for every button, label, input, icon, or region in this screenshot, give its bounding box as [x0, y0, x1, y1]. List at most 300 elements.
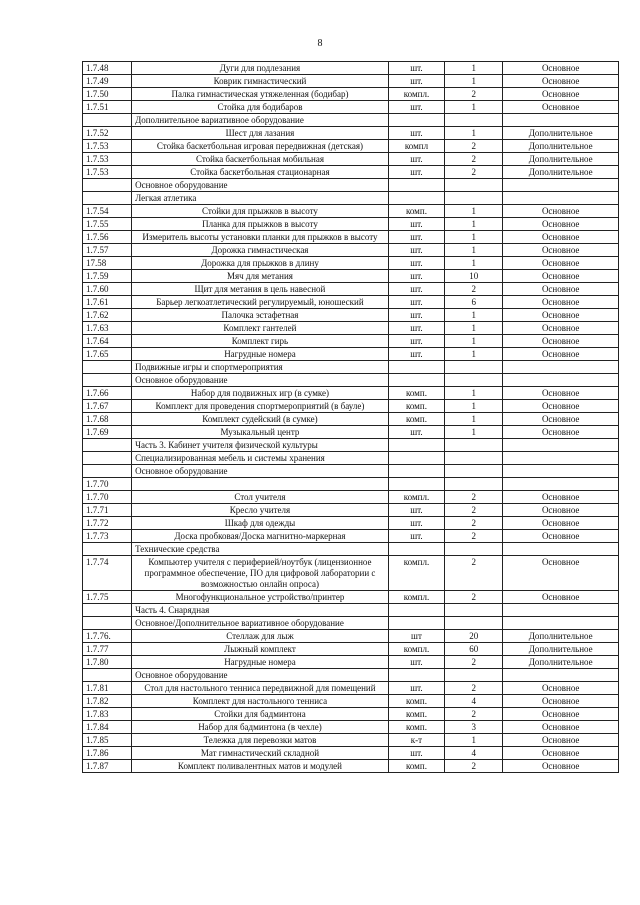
item-name: Набор для бадминтона (в чехле): [132, 721, 389, 734]
section-heading: Основное/Дополнительное вариативное оборудование: [132, 617, 389, 630]
section-row: [83, 604, 619, 617]
item-quantity: 10: [445, 270, 503, 283]
item-name: Шкаф для одежды: [132, 517, 389, 530]
item-unit: шт.: [388, 296, 444, 309]
item-number: 1.7.85: [83, 734, 132, 747]
item-unit: комп.: [388, 721, 444, 734]
item-category: Основное: [503, 530, 619, 543]
item-unit: шт.: [388, 322, 444, 335]
section-row: [83, 192, 619, 205]
item-quantity: 60: [445, 643, 503, 656]
item-category: Основное: [503, 491, 619, 504]
item-category: Основное: [503, 504, 619, 517]
item-category: Основное: [503, 517, 619, 530]
section-unit-cell: [388, 669, 444, 682]
item-quantity: 4: [445, 747, 503, 760]
item-number: 1.7.84: [83, 721, 132, 734]
item-number: 1.7.60: [83, 283, 132, 296]
section-number-cell: [83, 114, 132, 127]
item-number: 1.7.70: [83, 491, 132, 504]
section-heading: Технические средства: [132, 543, 389, 556]
item-name: Стойка баскетбольная стационарная: [132, 166, 389, 179]
item-category: Основное: [503, 270, 619, 283]
section-row: [83, 617, 619, 630]
table-row: [83, 244, 619, 257]
item-category: Основное: [503, 387, 619, 400]
section-unit-cell: [388, 617, 444, 630]
item-unit: комп.: [388, 205, 444, 218]
item-quantity: 2: [445, 140, 503, 153]
item-unit: компл: [388, 140, 444, 153]
item-quantity: 1: [445, 348, 503, 361]
section-number-cell: [83, 374, 132, 387]
section-number-cell: [83, 179, 132, 192]
item-unit: шт.: [388, 335, 444, 348]
section-heading: Легкая атлетика: [132, 192, 389, 205]
table-row: [83, 760, 619, 773]
item-category: Основное: [503, 75, 619, 88]
section-row: [83, 543, 619, 556]
section-number-cell: [83, 361, 132, 374]
item-unit: шт.: [388, 270, 444, 283]
item-category: Основное: [503, 708, 619, 721]
table-row: [83, 88, 619, 101]
table-row: [83, 127, 619, 140]
section-number-cell: [83, 452, 132, 465]
item-number: 1.7.48: [83, 62, 132, 75]
item-quantity: 2: [445, 760, 503, 773]
table-row: [83, 231, 619, 244]
item-name: Комплект поливалентных матов и модулей: [132, 760, 389, 773]
section-unit-cell: [388, 374, 444, 387]
item-category: Основное: [503, 218, 619, 231]
section-note-cell: [503, 179, 619, 192]
item-name: Стол учителя: [132, 491, 389, 504]
item-quantity: 1: [445, 400, 503, 413]
section-row: [83, 361, 619, 374]
section-row: [83, 439, 619, 452]
item-category: Основное: [503, 747, 619, 760]
item-quantity: 1: [445, 127, 503, 140]
item-name: Дуги для подлезания: [132, 62, 389, 75]
table-row: [83, 387, 619, 400]
item-quantity: 1: [445, 309, 503, 322]
item-quantity: 1: [445, 244, 503, 257]
item-quantity: 2: [445, 88, 503, 101]
section-heading: Часть 4. Снарядная: [132, 604, 389, 617]
section-note-cell: [503, 361, 619, 374]
item-name: Дорожка для прыжков в длину: [132, 257, 389, 270]
item-name: Шест для лазания: [132, 127, 389, 140]
item-number: 1.7.52: [83, 127, 132, 140]
section-qty-cell: [445, 361, 503, 374]
item-name: Мат гимнастический складной: [132, 747, 389, 760]
item-unit: шт.: [388, 218, 444, 231]
item-quantity: 1: [445, 75, 503, 88]
item-number: 1.7.51: [83, 101, 132, 114]
item-unit: комп.: [388, 708, 444, 721]
item-number: 1.7.75: [83, 591, 132, 604]
item-category: Дополнительное: [503, 630, 619, 643]
table-row: [83, 591, 619, 604]
section-qty-cell: [445, 374, 503, 387]
table-row: [83, 153, 619, 166]
section-heading: Специализированная мебель и системы хранения: [132, 452, 389, 465]
item-number: 1.7.62: [83, 309, 132, 322]
section-qty-cell: [445, 452, 503, 465]
section-unit-cell: [388, 179, 444, 192]
item-unit: комп.: [388, 387, 444, 400]
item-unit: комп.: [388, 760, 444, 773]
section-heading: Подвижные игры и спортмероприятия: [132, 361, 389, 374]
item-name: Набор для подвижных игр (в сумке): [132, 387, 389, 400]
item-quantity: 1: [445, 62, 503, 75]
table-row: [83, 335, 619, 348]
section-note-cell: [503, 604, 619, 617]
item-unit: шт.: [388, 127, 444, 140]
item-quantity: 2: [445, 556, 503, 591]
section-note-cell: [503, 192, 619, 205]
section-row: [83, 669, 619, 682]
item-name: Комплект судейский (в сумке): [132, 413, 389, 426]
section-number-cell: [83, 604, 132, 617]
section-note-cell: [503, 114, 619, 127]
item-name: Мяч для метания: [132, 270, 389, 283]
item-category: Основное: [503, 348, 619, 361]
section-heading: Основное оборудование: [132, 374, 389, 387]
item-category: Основное: [503, 413, 619, 426]
item-category: Основное: [503, 400, 619, 413]
section-qty-cell: [445, 439, 503, 452]
section-unit-cell: [388, 439, 444, 452]
item-name: Стол для настольного тенниса передвижной для помещений: [132, 682, 389, 695]
table-row: [83, 283, 619, 296]
item-number: 1.7.57: [83, 244, 132, 257]
table-row: [83, 205, 619, 218]
section-number-cell: [83, 669, 132, 682]
item-category: Основное: [503, 682, 619, 695]
section-number-cell: [83, 465, 132, 478]
table-row: [83, 166, 619, 179]
section-note-cell: [503, 543, 619, 556]
item-unit: шт.: [388, 426, 444, 439]
item-category: Основное: [503, 322, 619, 335]
table-row: [83, 643, 619, 656]
table-row: [83, 322, 619, 335]
item-number: 1.7.83: [83, 708, 132, 721]
item-number: 1.7.63: [83, 322, 132, 335]
section-qty-cell: [445, 617, 503, 630]
table-row: [83, 656, 619, 669]
item-unit: шт.: [388, 348, 444, 361]
item-name: [132, 478, 389, 491]
table-row: [83, 734, 619, 747]
item-unit: шт.: [388, 231, 444, 244]
item-number: 1.7.87: [83, 760, 132, 773]
section-note-cell: [503, 669, 619, 682]
item-category: Основное: [503, 88, 619, 101]
table-row: [83, 413, 619, 426]
item-quantity: 2: [445, 591, 503, 604]
table-row: [83, 140, 619, 153]
item-name: Измеритель высоты установки планки для прыжков в высоту: [132, 231, 389, 244]
item-number: 1.7.72: [83, 517, 132, 530]
item-category: Основное: [503, 335, 619, 348]
item-name: Комплект для настольного тенниса: [132, 695, 389, 708]
item-quantity: 2: [445, 708, 503, 721]
section-qty-cell: [445, 543, 503, 556]
item-quantity: 1: [445, 257, 503, 270]
item-unit: шт.: [388, 166, 444, 179]
item-name: Стойка баскетбольная игровая передвижная (детская): [132, 140, 389, 153]
item-quantity: 1: [445, 413, 503, 426]
item-quantity: 3: [445, 721, 503, 734]
item-quantity: 1: [445, 335, 503, 348]
equipment-table: [82, 61, 619, 773]
table-row: [83, 708, 619, 721]
item-name: Нагрудные номера: [132, 348, 389, 361]
item-name: Лыжный комплект: [132, 643, 389, 656]
item-quantity: 2: [445, 283, 503, 296]
item-name: Стойка для бодибаров: [132, 101, 389, 114]
item-category: Дополнительное: [503, 656, 619, 669]
section-note-cell: [503, 439, 619, 452]
item-name: Комплект гирь: [132, 335, 389, 348]
item-unit: компл.: [388, 643, 444, 656]
item-quantity: 2: [445, 166, 503, 179]
item-unit: комп.: [388, 695, 444, 708]
item-quantity: 2: [445, 491, 503, 504]
item-quantity: 2: [445, 504, 503, 517]
item-number: 1.7.49: [83, 75, 132, 88]
item-category: Дополнительное: [503, 127, 619, 140]
item-name: Компьютер учителя с периферией/ноутбук (лицензионное программное обеспечение, ПО для цифровой лаборатории с возможностью онлайн опроса): [132, 556, 389, 591]
item-unit: шт.: [388, 656, 444, 669]
item-unit: [388, 478, 444, 491]
item-unit: шт.: [388, 101, 444, 114]
item-unit: шт.: [388, 75, 444, 88]
item-unit: шт.: [388, 309, 444, 322]
item-number: 1.7.86: [83, 747, 132, 760]
table-row: [83, 556, 619, 591]
section-unit-cell: [388, 114, 444, 127]
item-quantity: 1: [445, 322, 503, 335]
table-row: [83, 695, 619, 708]
section-number-cell: [83, 192, 132, 205]
item-unit: шт.: [388, 504, 444, 517]
item-quantity: 1: [445, 387, 503, 400]
section-row: [83, 114, 619, 127]
item-name: Дорожка гимнастическая: [132, 244, 389, 257]
section-row: [83, 179, 619, 192]
item-number: 1.7.65: [83, 348, 132, 361]
item-name: Щит для метания в цель навесной: [132, 283, 389, 296]
section-unit-cell: [388, 192, 444, 205]
item-name: Комплект для проведения спортмероприятий (в бауле): [132, 400, 389, 413]
item-category: [503, 478, 619, 491]
item-quantity: 6: [445, 296, 503, 309]
item-unit: шт.: [388, 682, 444, 695]
item-category: Дополнительное: [503, 643, 619, 656]
item-name: Комплект гантелей: [132, 322, 389, 335]
section-row: [83, 465, 619, 478]
section-unit-cell: [388, 543, 444, 556]
section-qty-cell: [445, 604, 503, 617]
item-unit: комп.: [388, 413, 444, 426]
item-number: 1.7.70: [83, 478, 132, 491]
item-unit: компл.: [388, 591, 444, 604]
section-note-cell: [503, 374, 619, 387]
item-quantity: 1: [445, 426, 503, 439]
table-row: [83, 270, 619, 283]
section-qty-cell: [445, 192, 503, 205]
item-unit: шт.: [388, 62, 444, 75]
item-category: Основное: [503, 556, 619, 591]
section-note-cell: [503, 465, 619, 478]
table-row: [83, 682, 619, 695]
item-category: Дополнительное: [503, 166, 619, 179]
section-number-cell: [83, 617, 132, 630]
item-number: 1.7.50: [83, 88, 132, 101]
table-row: [83, 101, 619, 114]
item-name: Стойки для бадминтона: [132, 708, 389, 721]
item-name: Кресло учителя: [132, 504, 389, 517]
item-number: 1.7.76.: [83, 630, 132, 643]
item-number: 1.7.67: [83, 400, 132, 413]
item-number: 17.58: [83, 257, 132, 270]
item-number: 1.7.56: [83, 231, 132, 244]
item-unit: шт.: [388, 257, 444, 270]
section-note-cell: [503, 617, 619, 630]
item-number: 1.7.59: [83, 270, 132, 283]
table-row: [83, 218, 619, 231]
item-name: Тележка для перевозки матов: [132, 734, 389, 747]
item-category: Основное: [503, 231, 619, 244]
item-category: Основное: [503, 426, 619, 439]
item-category: Основное: [503, 734, 619, 747]
item-name: Доска пробковая/Доска магнитно-маркерная: [132, 530, 389, 543]
item-unit: шт.: [388, 244, 444, 257]
item-quantity: 1: [445, 205, 503, 218]
table-row: [83, 504, 619, 517]
table-row: [83, 478, 619, 491]
table-row: [83, 747, 619, 760]
table-row: [83, 426, 619, 439]
table-row: [83, 491, 619, 504]
section-qty-cell: [445, 114, 503, 127]
item-quantity: 1: [445, 101, 503, 114]
item-number: 1.7.80: [83, 656, 132, 669]
item-quantity: 2: [445, 517, 503, 530]
item-number: 1.7.61: [83, 296, 132, 309]
equipment-table-body: [83, 62, 619, 773]
section-note-cell: [503, 452, 619, 465]
item-quantity: 1: [445, 734, 503, 747]
table-row: [83, 257, 619, 270]
section-number-cell: [83, 439, 132, 452]
section-heading: Дополнительное вариативное оборудование: [132, 114, 389, 127]
item-category: Основное: [503, 101, 619, 114]
section-unit-cell: [388, 465, 444, 478]
item-quantity: [445, 478, 503, 491]
item-number: 1.7.73: [83, 530, 132, 543]
item-number: 1.7.77: [83, 643, 132, 656]
section-unit-cell: [388, 604, 444, 617]
item-name: Планка для прыжков в высоту: [132, 218, 389, 231]
item-name: Стойка баскетбольная мобильная: [132, 153, 389, 166]
item-category: Дополнительное: [503, 140, 619, 153]
table-row: [83, 309, 619, 322]
item-category: Основное: [503, 283, 619, 296]
item-category: Основное: [503, 62, 619, 75]
item-name: Многофункциональное устройство/принтер: [132, 591, 389, 604]
section-heading: Основное оборудование: [132, 179, 389, 192]
item-unit: компл.: [388, 556, 444, 591]
item-number: 1.7.82: [83, 695, 132, 708]
section-heading: Основное оборудование: [132, 669, 389, 682]
item-unit: шт.: [388, 283, 444, 296]
item-number: 1.7.66: [83, 387, 132, 400]
section-unit-cell: [388, 452, 444, 465]
item-quantity: 20: [445, 630, 503, 643]
item-unit: шт.: [388, 747, 444, 760]
item-category: Основное: [503, 591, 619, 604]
item-number: 1.7.53: [83, 153, 132, 166]
item-name: Барьер легкоатлетический регулируемый, юношеский: [132, 296, 389, 309]
item-category: Основное: [503, 205, 619, 218]
item-number: 1.7.74: [83, 556, 132, 591]
item-unit: шт.: [388, 530, 444, 543]
item-number: 1.7.69: [83, 426, 132, 439]
item-category: Основное: [503, 309, 619, 322]
item-name: Коврик гимнастический: [132, 75, 389, 88]
item-unit: компл.: [388, 88, 444, 101]
item-category: Основное: [503, 296, 619, 309]
table-row: [83, 296, 619, 309]
item-unit: комп.: [388, 400, 444, 413]
section-qty-cell: [445, 669, 503, 682]
item-number: 1.7.81: [83, 682, 132, 695]
section-number-cell: [83, 543, 132, 556]
item-category: Основное: [503, 244, 619, 257]
section-qty-cell: [445, 465, 503, 478]
table-row: [83, 721, 619, 734]
item-quantity: 1: [445, 218, 503, 231]
section-unit-cell: [388, 361, 444, 374]
item-name: Стойки для прыжков в высоту: [132, 205, 389, 218]
item-quantity: 4: [445, 695, 503, 708]
table-row: [83, 530, 619, 543]
section-row: [83, 452, 619, 465]
table-row: [83, 630, 619, 643]
item-category: Основное: [503, 760, 619, 773]
item-name: Палка гимнастическая утяжеленная (бодибар): [132, 88, 389, 101]
table-row: [83, 75, 619, 88]
item-number: 1.7.53: [83, 140, 132, 153]
item-number: 1.7.55: [83, 218, 132, 231]
item-unit: шт.: [388, 153, 444, 166]
item-category: Основное: [503, 257, 619, 270]
table-row: [83, 517, 619, 530]
section-row: [83, 374, 619, 387]
item-name: Нагрудные номера: [132, 656, 389, 669]
item-name: Стеллаж для лыж: [132, 630, 389, 643]
item-quantity: 2: [445, 656, 503, 669]
item-number: 1.7.68: [83, 413, 132, 426]
item-quantity: 2: [445, 530, 503, 543]
item-name: Палочка эстафетная: [132, 309, 389, 322]
page-number: 8: [317, 38, 323, 49]
